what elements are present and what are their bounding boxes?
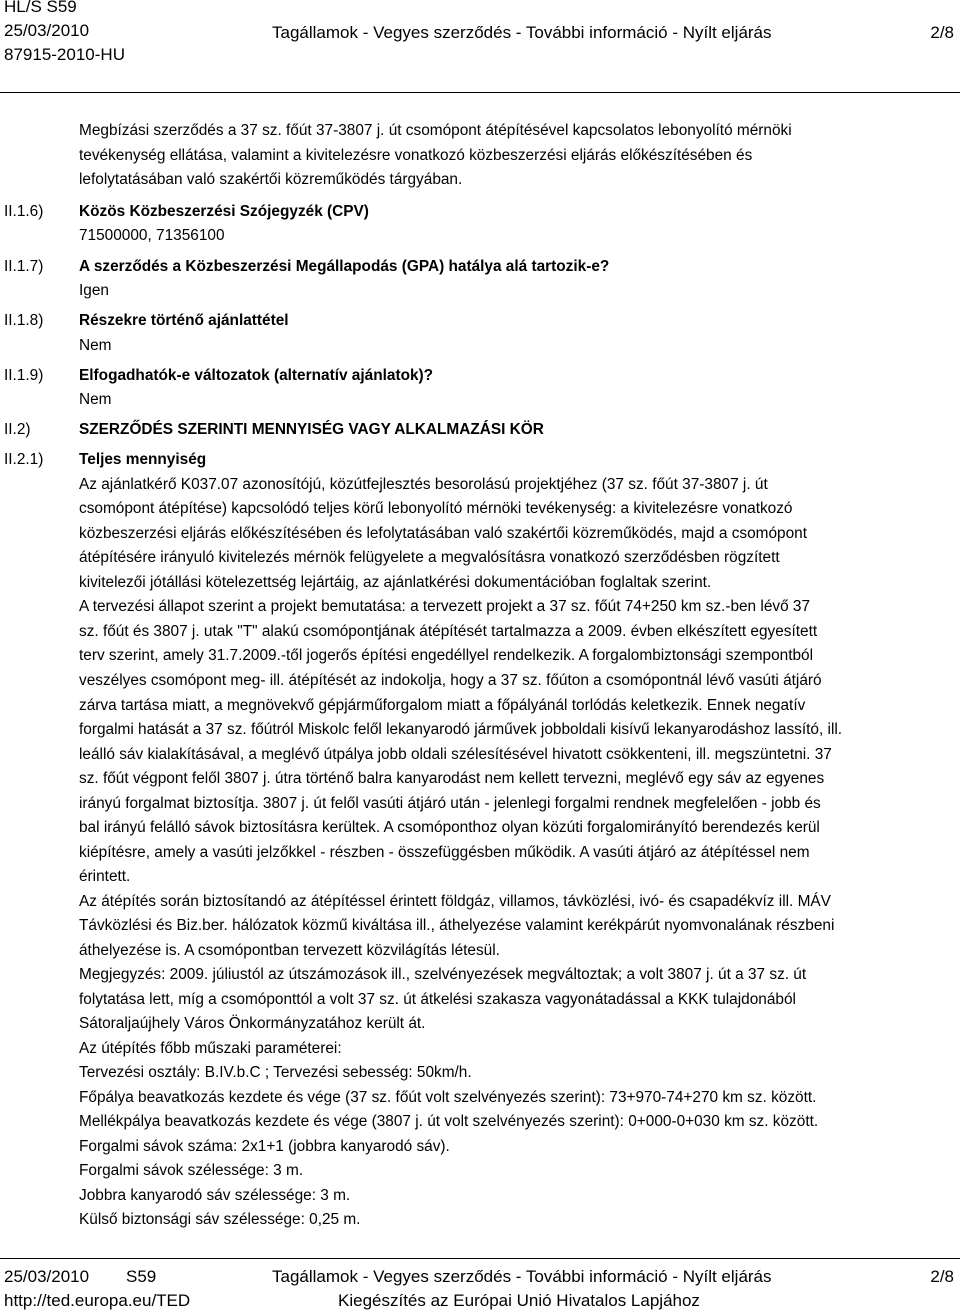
body-line: érintett. (79, 868, 131, 885)
body-line: átépítésére irányuló kivitelezés mérnök felügyelete a megvalósításra vonatkozó szerződésben rögzített (79, 549, 780, 566)
section-number: II.2.1) (4, 451, 44, 468)
section-heading: A szerződés a Közbeszerzési Megállapodás (GPA) hatálya alá tartozik-e? (79, 258, 610, 275)
header-code: HL/S S59 (4, 0, 77, 16)
body-line: sz. főút végpont felől 3807 j. útra történő balra kanyarodást nem kellett tervezni, meglévő egy sáv az egyenes (79, 770, 825, 787)
body-line: sz. főút és 3807 j. utak "T" alakú csomópontjának átépítését tartalmazza a 2009. évben elkészített egyesített (79, 623, 818, 640)
body-line: Megjegyzés: 2009. júliustól az útszámozások ill., szelvényezések megváltoztak; a volt 3807 j. út a 37 sz. út (79, 966, 807, 983)
footer-page-number: 2/8 (930, 1267, 954, 1286)
footer-divider (0, 1258, 960, 1259)
section-heading: Teljes mennyiség (79, 451, 207, 468)
section-value: Igen (79, 282, 109, 299)
body-line: Főpálya beavatkozás kezdete és vége (37 sz. főút volt szelvényezés szerint): 73+970-74+270 km sz. között. (79, 1089, 817, 1106)
section-number: II.2) (4, 421, 31, 438)
body-line: Tervezési osztály: B.IV.b.C ; Tervezési sebesség: 50km/h. (79, 1064, 472, 1081)
footer-url[interactable]: http://ted.europa.eu/TED (4, 1291, 191, 1310)
header-date: 25/03/2010 (4, 21, 90, 40)
body-line: leálló sáv kialakításával, a meglévő útpálya jobb oldali szélesítésével hivatott csökkenteni, ill. megszüntetni. 37 (79, 746, 832, 763)
section-number: II.1.7) (4, 258, 44, 275)
body-line: Forgalmi sávok szélessége: 3 m. (79, 1162, 304, 1179)
body-line: áthelyezése is. A csomópontban tervezett közvilágítás létesül. (79, 942, 500, 959)
footer-title: Tagállamok - Vegyes szerződés - További információ - Nyílt eljárás (272, 1267, 772, 1286)
body-line: Sátoraljaújhely Város Önkormányzatához került át. (79, 1015, 426, 1032)
section-heading: Elfogadhatók-e változatok (alternatív ajánlatok)? (79, 367, 434, 384)
body-line: irányú forgalmat biztosítja. 3807 j. út felől vasúti átjáró után - jelenlegi forgalmi rendnek megfelelően - jobb és (79, 795, 821, 812)
body-line: Külső biztonsági sáv szélessége: 0,25 m. (79, 1211, 361, 1228)
header-doc-id: 87915-2010-HU (4, 45, 125, 64)
section-heading: SZERZŐDÉS SZERINTI MENNYISÉG VAGY ALKALMAZÁSI KÖR (79, 421, 544, 438)
body-line: kivitelezői jótállási kötelezettség lejártáig, az ajánlatkérési dokumentációban foglaltak szerint. (79, 574, 712, 591)
body-line: Az ajánlatkérő K037.07 azonosítójú, közútfejlesztés besorolású projektjéhez (37 sz. főút 37-3807 j. út (79, 476, 768, 493)
body-line: kiépítésre, amely a vasúti jelzőkkel - részben - összefüggésben működik. A vasúti átjáró az átépítéssel nem (79, 844, 810, 861)
footer-date: 25/03/2010 (4, 1267, 90, 1286)
section-number: II.1.8) (4, 312, 44, 329)
section-heading: Részekre történő ajánlattétel (79, 312, 289, 329)
body-line: Jobbra kanyarodó sáv szélessége: 3 m. (79, 1187, 351, 1204)
section-value: Nem (79, 391, 112, 408)
body-line: bal irányú felálló sávok biztosításra kerültek. A csomóponthoz olyan közúti forgalomirányító berendezés kerül (79, 819, 820, 836)
body-line: veszélyes csomópont meg- ill. átépítését az indokolja, hogy a 37 sz. főúton a csomópontnál lévő vasúti átjáró (79, 672, 822, 689)
header-divider (0, 92, 960, 93)
body-line: A tervezési állapot szerint a projekt bemutatása: a tervezett projekt a 37 sz. főút 74+250 km sz.-ben lévő 37 (79, 598, 811, 615)
intro-line: tevékenység ellátása, valamint a kivitelezésre vonatkozó közbeszerzési eljárás előkészítésében és (79, 147, 753, 164)
section-value: Nem (79, 337, 112, 354)
body-line: Az átépítés során biztosítandó az átépítéssel érintett földgáz, villamos, távközlési, ivó- és csapadékvíz ill. MÁV (79, 893, 831, 910)
intro-line: Megbízási szerződés a 37 sz. főút 37-3807 j. út csomópont átépítésével kapcsolatos lebonyolító mérnöki (79, 122, 792, 139)
body-line: Az útépítés főbb műszaki paraméterei: (79, 1040, 342, 1057)
section-number: II.1.9) (4, 367, 44, 384)
footer-subtitle: Kiegészítés az Európai Unió Hivatalos Lapjához (338, 1291, 700, 1310)
header-page-number: 2/8 (930, 23, 954, 42)
body-line: terv szerint, amely 31.7.2009.-től jogerős építési engedéllyel rendelkezik. A forgalombiztonsági szempontból (79, 647, 814, 664)
intro-line: lefolytatásában való szakértői közreműködés tárgyában. (79, 171, 463, 188)
header-title: Tagállamok - Vegyes szerződés - További információ - Nyílt eljárás (272, 23, 772, 42)
body-line: Forgalmi sávok száma: 2x1+1 (jobbra kanyarodó sáv). (79, 1138, 450, 1155)
section-heading: Közös Közbeszerzési Szójegyzék (CPV) (79, 203, 369, 220)
body-line: forgalmi hatását a 37 sz. főútról Miskolc felől lekanyarodó járművek jobboldali kisívű lekanyarodáshoz lassító, ill. (79, 721, 843, 738)
section-number: II.1.6) (4, 203, 44, 220)
body-line: zárva tartása miatt, a megnövekvő gépjárműforgalom miatt a főpályánál torlódás keletkezik. Ennek negatív (79, 697, 806, 714)
body-line: Mellékpálya beavatkozás kezdete és vége (3807 j. út volt szelvényezés szerint): 0+000-0+030 km sz. között. (79, 1113, 819, 1130)
footer-series: S59 (126, 1267, 157, 1286)
body-line: Távközlési és Biz.ber. hálózatok közmű kiváltása ill., áthelyezése valamint kerékpárút nyomvonalának részbeni (79, 917, 835, 934)
body-line: csomópont átépítése) kapcsolódó teljes körű lebonyolító mérnöki tevékenység: a kivitelezésre vonatkozó (79, 500, 793, 517)
body-line: folytatása lett, míg a csomóponttól a volt 37 sz. út átkelési szakasza vagyonátadással a KKK tulajdonából (79, 991, 796, 1008)
body-line: közbeszerzési eljárás előkészítésében és lefolytatásában való szakértői közreműködés, majd a csomópont (79, 525, 808, 542)
section-value: 71500000, 71356100 (79, 227, 225, 244)
